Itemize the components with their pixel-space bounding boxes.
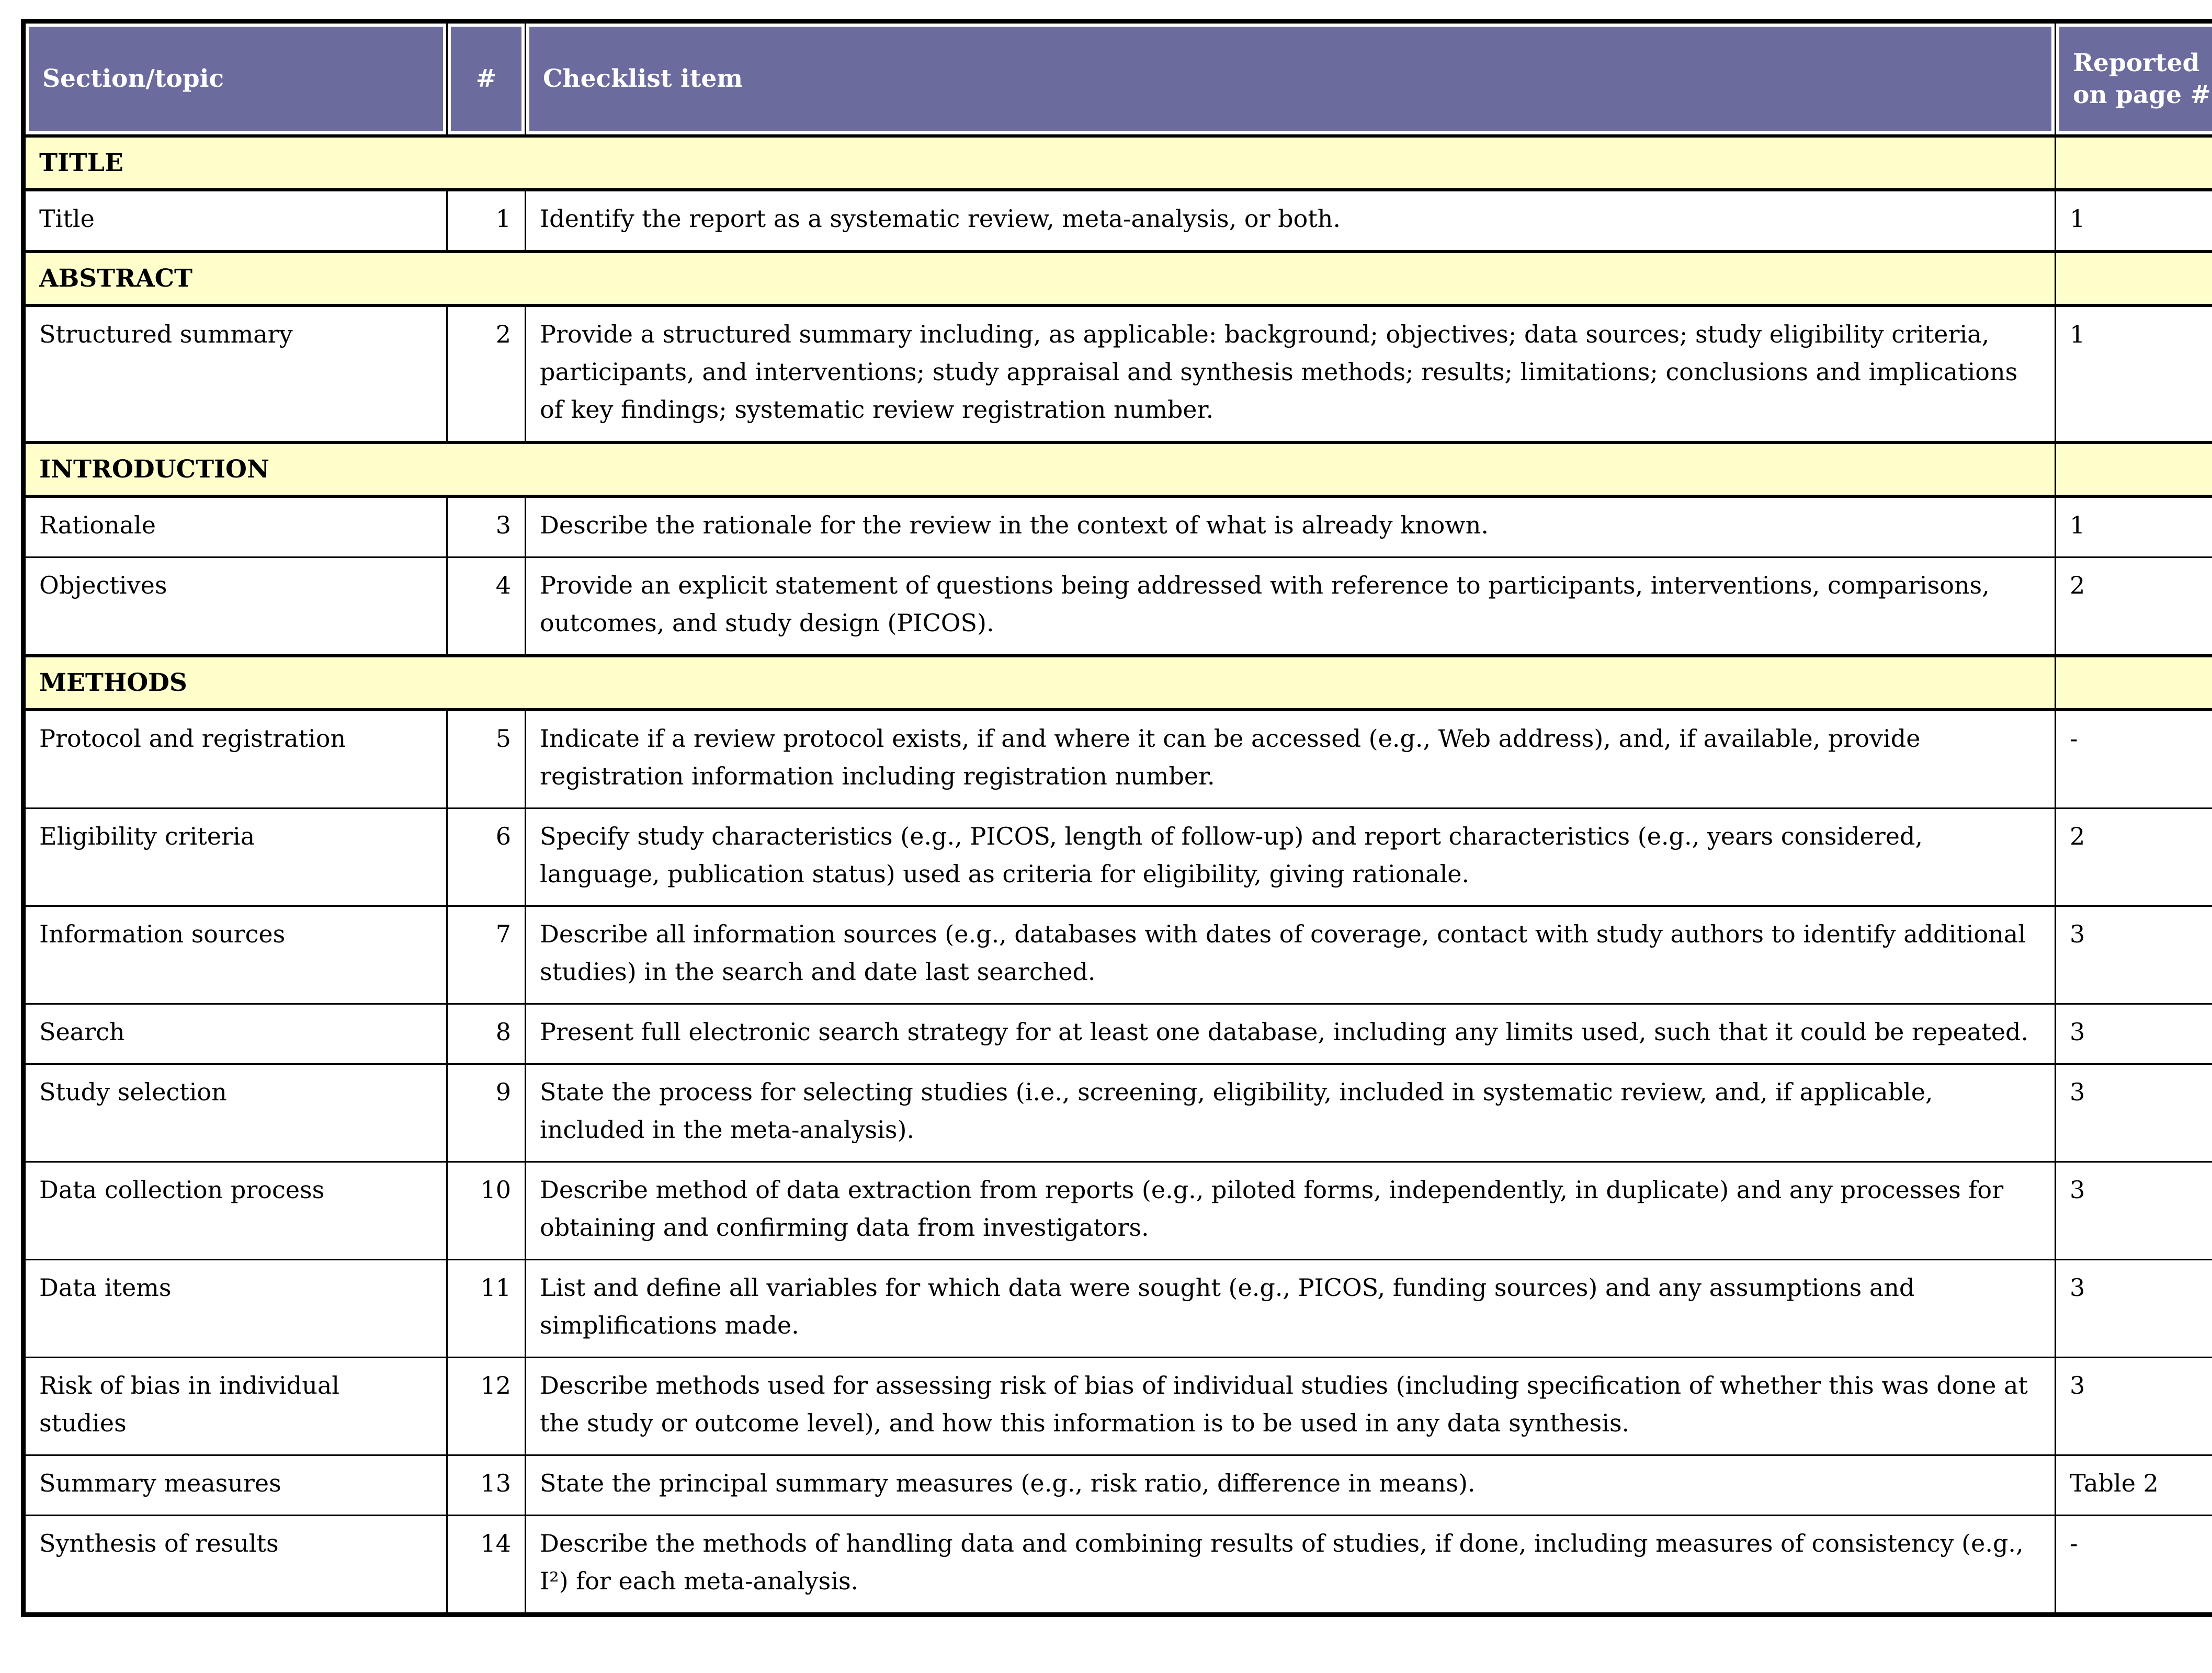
reported-page-cell: 3 [2056,906,2212,1004]
section-page-spacer [2056,252,2212,305]
section-row-methods [24,656,2212,710]
topic-cell: Risk of bias in individual studies [24,1358,447,1455]
item-number-cell: 13 [447,1455,526,1516]
checklist-row-12 [24,1358,2212,1455]
topic-cell: Data collection process [24,1162,447,1260]
item-number-cell: 6 [447,809,526,906]
reported-page-cell: 3 [2056,1162,2212,1260]
reported-page-cell: 3 [2056,1004,2212,1064]
section-row-title [24,136,2212,190]
column-header-checklist-item [526,21,2056,136]
item-number-cell: 2 [447,305,526,442]
checklist-item-cell: State the principal summary measures (e.g., risk ratio, difference in means). [526,1455,2056,1516]
checklist-item-cell: List and define all variables for which data were sought (e.g., PICOS, funding sources) and any assumptions and simplifications made. [526,1260,2056,1358]
reported-page-cell: - [2056,710,2212,809]
checklist-row-6 [24,809,2212,906]
section-heading: METHODS [24,656,2056,710]
topic-cell: Structured summary [24,305,447,442]
section-heading: INTRODUCTION [24,442,2056,496]
column-header-reported-on-page [2056,21,2212,136]
column-header-checklist-item-label: Checklist item [529,27,2051,131]
item-number-cell: 1 [447,190,526,252]
reported-page-cell: - [2056,1516,2212,1615]
checklist-row-2 [24,305,2212,442]
item-number-cell: 14 [447,1516,526,1615]
checklist-table-body [24,136,2212,1615]
column-header-reported-on-page-label: Reported on page # [2059,27,2212,131]
checklist-row-11 [24,1260,2212,1358]
checklist-item-cell: Describe method of data extraction from reports (e.g., piloted forms, independently, in duplicate) and any processes for obtaining and confirming data from investigators. [526,1162,2056,1260]
checklist-row-9 [24,1064,2212,1162]
reported-page-cell: 3 [2056,1064,2212,1162]
checklist-item-cell: Describe the methods of handling data and combining results of studies, if done, including measures of consistency (e.g., I²) for each meta-analysis. [526,1516,2056,1615]
reported-page-cell: 1 [2056,190,2212,252]
section-heading: TITLE [24,136,2056,190]
checklist-item-cell: Identify the report as a systematic review, meta-analysis, or both. [526,190,2056,252]
reported-page-cell: 3 [2056,1358,2212,1455]
checklist-item-cell: Describe all information sources (e.g., databases with dates of coverage, contact with study authors to identify additional studies) in the search and date last searched. [526,906,2056,1004]
prisma-checklist-table [21,19,2212,1617]
topic-cell: Information sources [24,906,447,1004]
item-number-cell: 3 [447,496,526,557]
item-number-cell: 5 [447,710,526,809]
topic-cell: Protocol and registration [24,710,447,809]
item-number-cell: 8 [447,1004,526,1064]
checklist-row-7 [24,906,2212,1004]
section-heading: ABSTRACT [24,252,2056,305]
topic-cell: Study selection [24,1064,447,1162]
checklist-row-13 [24,1455,2212,1516]
item-number-cell: 12 [447,1358,526,1455]
item-number-cell: 4 [447,557,526,656]
checklist-item-cell: Present full electronic search strategy for at least one database, including any limits used, such that it could be repeated. [526,1004,2056,1064]
checklist-item-cell: Provide an explicit statement of questions being addressed with reference to participants, interventions, comparisons, outcomes, and study design (PICOS). [526,557,2056,656]
section-page-spacer [2056,442,2212,496]
reported-page-cell: Table 2 [2056,1455,2212,1516]
checklist-row-5 [24,710,2212,809]
reported-page-cell: 1 [2056,305,2212,442]
column-header-item-number-label: # [451,27,521,131]
checklist-item-cell: Specify study characteristics (e.g., PICOS, length of follow-up) and report characteristics (e.g., years considered, language, publication status) used as criteria for eligibility, giving rationale. [526,809,2056,906]
topic-cell: Title [24,190,447,252]
section-page-spacer [2056,136,2212,190]
checklist-row-14 [24,1516,2212,1615]
topic-cell: Eligibility criteria [24,809,447,906]
topic-cell: Search [24,1004,447,1064]
reported-page-cell: 3 [2056,1260,2212,1358]
section-row-introduction [24,442,2212,496]
section-row-abstract [24,252,2212,305]
checklist-item-cell: Indicate if a review protocol exists, if and where it can be accessed (e.g., Web address), and, if available, provide registration information including registration number. [526,710,2056,809]
item-number-cell: 9 [447,1064,526,1162]
checklist-row-4 [24,557,2212,656]
checklist-item-cell: Provide a structured summary including, as applicable: background; objectives; data sources; study eligibility criteria, participants, and interventions; study appraisal and synthesis methods; results; limitations; conclusions and implications of key findings; systematic review registration number. [526,305,2056,442]
checklist-row-3 [24,496,2212,557]
topic-cell: Synthesis of results [24,1516,447,1615]
topic-cell: Data items [24,1260,447,1358]
reported-page-cell: 2 [2056,809,2212,906]
table-header [24,21,2212,136]
checklist-row-8 [24,1004,2212,1064]
checklist-item-cell: State the process for selecting studies (i.e., screening, eligibility, included in systematic review, and, if applicable, included in the meta-analysis). [526,1064,2056,1162]
reported-page-cell: 1 [2056,496,2212,557]
topic-cell: Summary measures [24,1455,447,1516]
column-header-section-topic [24,21,447,136]
topic-cell: Objectives [24,557,447,656]
column-header-section-topic-label: Section/topic [29,27,443,131]
topic-cell: Rationale [24,496,447,557]
item-number-cell: 11 [447,1260,526,1358]
header-row [24,21,2212,136]
section-page-spacer [2056,656,2212,710]
checklist-row-10 [24,1162,2212,1260]
checklist-row-1 [24,190,2212,252]
item-number-cell: 10 [447,1162,526,1260]
checklist-item-cell: Describe methods used for assessing risk of bias of individual studies (including specification of whether this was done at the study or outcome level), and how this information is to be used in any data synthesis. [526,1358,2056,1455]
item-number-cell: 7 [447,906,526,1004]
checklist-item-cell: Describe the rationale for the review in the context of what is already known. [526,496,2056,557]
reported-page-cell: 2 [2056,557,2212,656]
column-header-item-number [447,21,526,136]
